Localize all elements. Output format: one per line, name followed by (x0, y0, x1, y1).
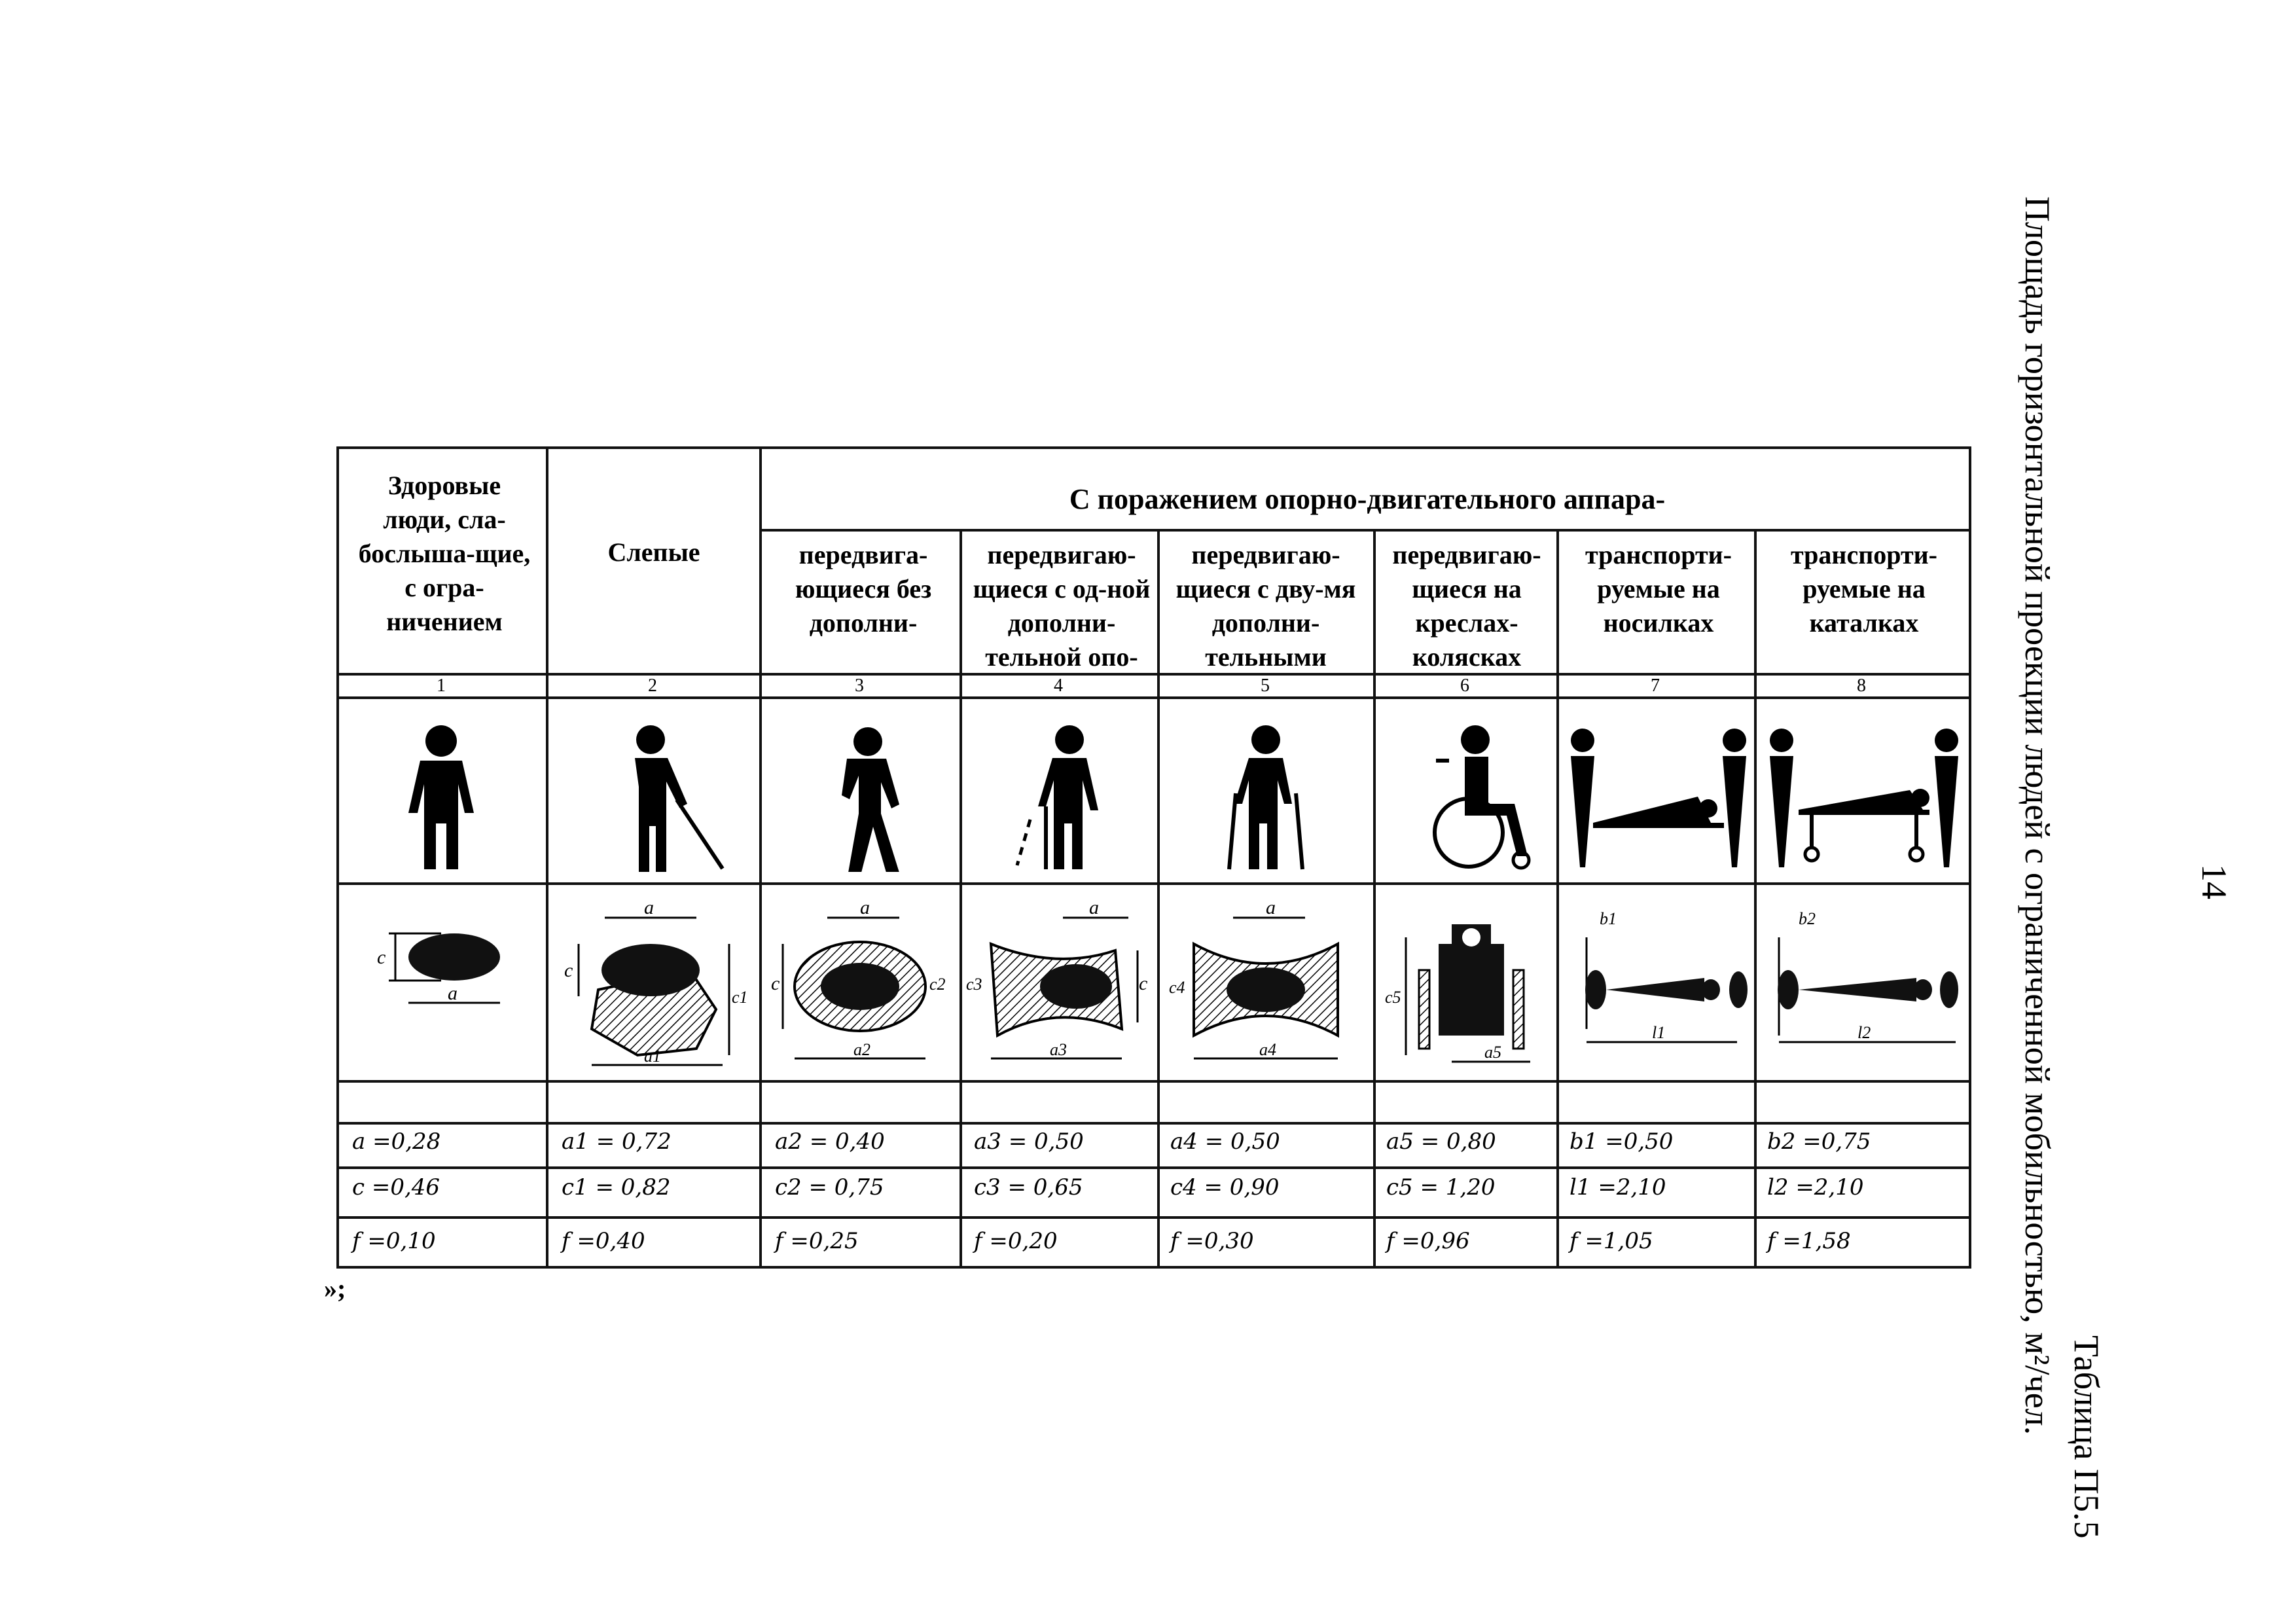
person-one-crutch-icon (1004, 721, 1122, 872)
svg-text:c5: c5 (1385, 988, 1401, 1007)
stray-mark: »; (324, 1274, 346, 1303)
value-c: c =0,46 (352, 1174, 440, 1200)
page-number: 14 (2195, 864, 2234, 899)
value-l2: l2 =2,10 (1767, 1174, 1864, 1200)
value-c4: c4 = 0,90 (1170, 1174, 1280, 1200)
header-col-3: передвига-ющиеся без дополни- (795, 540, 932, 638)
svg-text:c2: c2 (929, 975, 946, 994)
svg-text:a: a (644, 898, 654, 918)
svg-text:b2: b2 (1799, 909, 1816, 928)
value-f-6: f =0,96 (1386, 1228, 1470, 1254)
value-f-5: f =0,30 (1170, 1228, 1254, 1254)
value-c5: c5 = 1,20 (1386, 1174, 1496, 1200)
header-col-7: транспорти-руемые на носилках (1585, 540, 1732, 638)
table-label: Таблица П5.5 (2067, 1335, 2106, 1539)
svg-text:a: a (1089, 898, 1099, 918)
stretcher-transport-icon (1567, 725, 1750, 869)
header-col-4: передвигаю-щиеся с од-ной дополни-тельной опо- (973, 540, 1151, 672)
value-c3: c3 = 0,65 (974, 1174, 1083, 1200)
person-standing-icon (395, 721, 487, 872)
svg-text:l2: l2 (1857, 1023, 1871, 1042)
footprint-diagram-1 (363, 918, 526, 1036)
footprint-diagram-6 (1380, 898, 1550, 1075)
value-c2: c2 = 0,75 (775, 1174, 884, 1200)
value-c1: c1 = 0,82 (562, 1174, 671, 1200)
svg-text:c1: c1 (732, 988, 748, 1007)
col-num-7: 7 (1651, 676, 1660, 696)
svg-text:a: a (448, 983, 457, 1004)
svg-text:b1: b1 (1600, 909, 1617, 928)
value-b1: b1 =0,50 (1570, 1128, 1674, 1155)
footprint-diagram-3 (768, 898, 958, 1075)
value-a5: a5 = 0,80 (1386, 1128, 1496, 1155)
person-two-crutches-icon (1207, 721, 1325, 872)
blind-person-cane-icon (618, 721, 742, 872)
wheelchair-user-icon (1410, 721, 1547, 872)
value-a: a =0,28 (352, 1128, 441, 1155)
col-num-5: 5 (1261, 676, 1270, 696)
data-table (336, 446, 1971, 1269)
col-num-8: 8 (1857, 676, 1866, 696)
value-f-4: f =0,20 (974, 1228, 1058, 1254)
col-num-1: 1 (437, 676, 446, 696)
svg-text:c: c (564, 960, 573, 981)
header-col-6: передвигаю-щиеся на креслах-колясках (1392, 540, 1541, 672)
svg-text:c3: c3 (966, 975, 982, 994)
svg-text:a3: a3 (1050, 1040, 1067, 1059)
col-num-3: 3 (855, 676, 864, 696)
svg-text:a1: a1 (644, 1047, 661, 1066)
header-col-8: транспорти-руемые на каталках (1791, 540, 1937, 638)
col-num-2: 2 (648, 676, 657, 696)
footprint-diagram-4 (965, 898, 1155, 1075)
col-num-4: 4 (1054, 676, 1063, 696)
value-a2: a2 = 0,40 (775, 1128, 885, 1155)
svg-text:a5: a5 (1484, 1043, 1501, 1062)
value-a1: a1 = 0,72 (562, 1128, 672, 1155)
footprint-diagram-8 (1766, 898, 1962, 1075)
value-f-3: f =0,25 (775, 1228, 859, 1254)
svg-text:a: a (860, 898, 870, 918)
footprint-diagram-5 (1168, 898, 1364, 1075)
svg-text:c: c (377, 947, 386, 968)
header-col-2: Слепые (607, 537, 700, 567)
svg-text:a4: a4 (1259, 1040, 1276, 1059)
value-f-7: f =1,05 (1570, 1228, 1653, 1254)
svg-text:c: c (771, 973, 780, 994)
walking-person-icon (814, 725, 919, 872)
group-header: С поражением опорно-двигательного аппара- (1069, 483, 1666, 515)
gurney-transport-icon (1766, 725, 1962, 869)
svg-text:c4: c4 (1169, 978, 1185, 997)
footprint-diagram-7 (1567, 898, 1750, 1075)
table-title: Площадь горизонтальной проекции людей с ограниченной мобильностью, м²/чел. (2018, 196, 2057, 1435)
value-b2: b2 =0,75 (1767, 1128, 1871, 1155)
value-f-8: f =1,58 (1767, 1228, 1851, 1254)
svg-text:c: c (1139, 973, 1148, 994)
value-l1: l1 =2,10 (1570, 1174, 1666, 1200)
svg-text:a: a (1266, 898, 1276, 918)
value-f-2: f =0,40 (562, 1228, 645, 1254)
value-a3: a3 = 0,50 (974, 1128, 1084, 1155)
header-col-1: Здоровые люди, сла-бослыша-щие, с огра-ничением (358, 471, 531, 636)
value-a4: a4 = 0,50 (1170, 1128, 1280, 1155)
footprint-diagram-2 (559, 898, 749, 1075)
col-num-6: 6 (1460, 676, 1469, 696)
svg-text:l1: l1 (1652, 1023, 1666, 1042)
svg-text:a2: a2 (853, 1040, 870, 1059)
value-f-1: f =0,10 (352, 1228, 436, 1254)
header-col-5: передвигаю-щиеся с дву-мя дополни-тельными (1175, 540, 1356, 672)
